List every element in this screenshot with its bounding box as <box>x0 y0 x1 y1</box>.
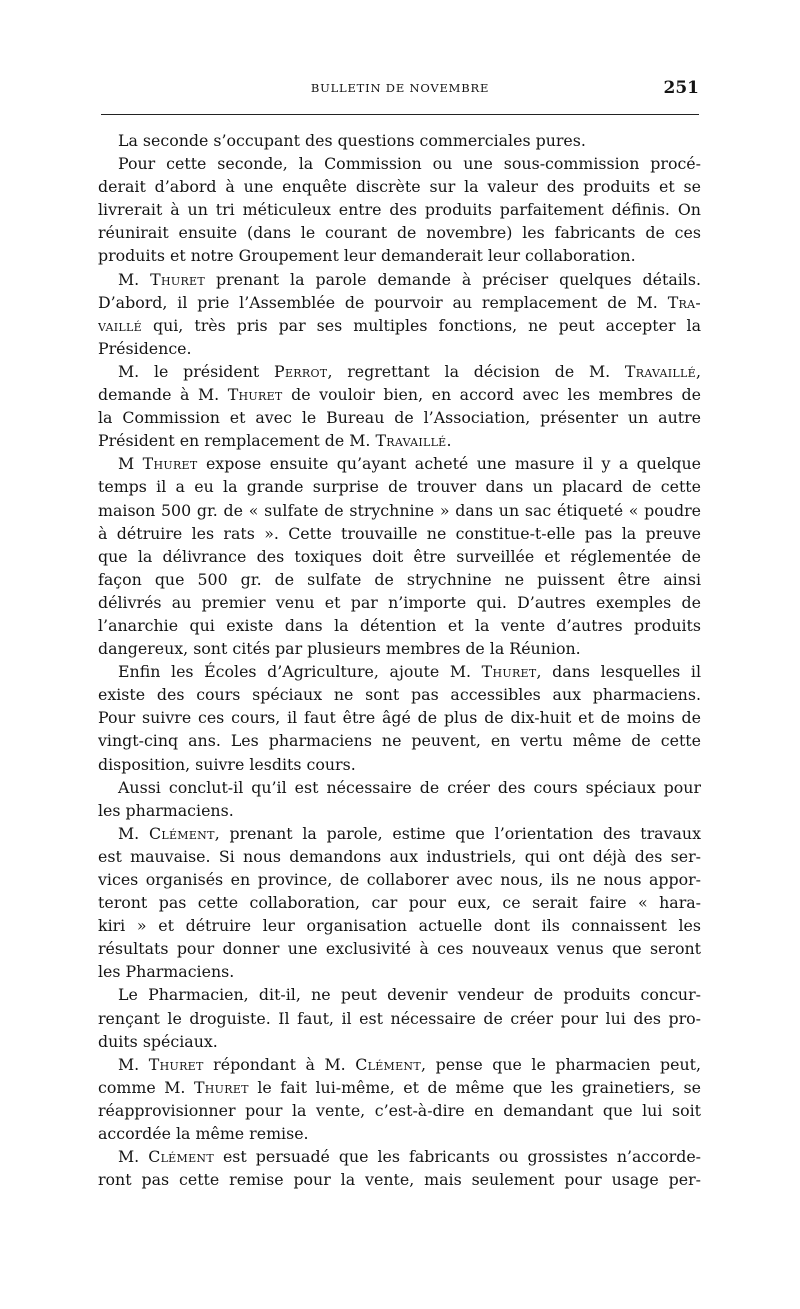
text-line: vices organisés en province, de collaborer avec nous, ils ne nous appor- <box>98 870 701 889</box>
text-line: dangereux, sont cités par plusieurs membres de la Réunion. <box>98 639 581 659</box>
text-line: La seconde s’occupant des questions commerciales pures. <box>118 131 586 150</box>
page-number: 251 <box>663 78 699 98</box>
text-line: M. Clément, prenant la parole, estime que l’orientation des travaux <box>118 823 701 843</box>
running-title: BULLETIN DE NOVEMBRE <box>310 81 490 95</box>
text-line: résultats pour donner une exclusivité à ces nouveaux venus que seront <box>98 939 701 959</box>
text-line: maison 500 gr. de « sulfate de strychnine » dans un sac étiqueté « poudre <box>98 500 701 520</box>
text-line: temps il a eu la grande surprise de trouver dans un placard de cette <box>98 477 701 497</box>
text-line: est mauvaise. Si nous demandons aux industriels, qui ont déjà des ser- <box>98 846 701 866</box>
text-line: Président en remplacement de M. Travaillé. <box>98 431 452 451</box>
text-line: M. Thuret répondant à M. Clément, pense que le pharmacien peut, <box>118 1054 701 1074</box>
text-line: duits spéciaux. <box>98 1031 218 1051</box>
text-line: produits et notre Groupement leur demanderait leur collaboration. <box>98 246 636 266</box>
text-line: M. Clément est persuadé que les fabricants ou grossistes n’accorde- <box>118 1147 701 1167</box>
text-line: D’abord, il prie l’Assemblée de pourvoir au remplacement de M. Tra- <box>98 292 701 312</box>
text-line: délivrés au premier venu et par n’importe qui. D’autres exemples de <box>98 592 701 612</box>
text-line: l’anarchie qui existe dans la détention et la vente d’autres produits <box>98 615 701 635</box>
text-line: rençant le droguiste. Il faut, il est nécessaire de créer pour lui des pro- <box>98 1008 701 1028</box>
text-line: derait d’abord à une enquête discrète sur la valeur des produits et se <box>98 177 701 197</box>
text-line: à détruire les rats ». Cette trouvaille ne constitue-t-elle pas la preuve <box>98 523 701 543</box>
text-line: façon que 500 gr. de sulfate de strychnine ne puissent être ainsi <box>98 569 701 589</box>
header-rule <box>101 114 699 115</box>
text-line: M. Thuret prenant la parole demande à préciser quelques détails. <box>118 269 701 289</box>
body-text <box>98 129 701 1191</box>
text-line: disposition, suivre lesdits cours. <box>98 754 356 774</box>
page-header <box>101 78 699 100</box>
text-line: que la délivrance des toxiques doit être surveillée et réglementée de <box>98 546 701 566</box>
text-line: réunirait ensuite (dans le courant de novembre) les fabricants de ces <box>98 223 701 243</box>
text-line: demande à M. Thuret de vouloir bien, en accord avec les membres de <box>98 385 701 405</box>
text-line: Pour suivre ces cours, il faut être âgé de plus de dix-huit et de moins de <box>98 708 701 728</box>
text-line: Le Pharmacien, dit-il, ne peut devenir vendeur de produits concur- <box>118 985 701 1005</box>
text-line: Pour cette seconde, la Commission ou une sous-commission procé- <box>118 154 701 174</box>
text-line: comme M. Thuret le fait lui-même, et de même que les grainetiers, se <box>98 1077 701 1097</box>
text-line: kiri » et détruire leur organisation actuelle dont ils connaissent les <box>98 916 701 936</box>
text-line: M Thuret expose ensuite qu’ayant acheté une masure il y a quelque <box>118 454 701 474</box>
text-line: vaillé qui, très pris par ses multiples fonctions, ne peut accepter la <box>98 315 701 335</box>
text-line: M. le président Perrot, regrettant la décision de M. Travaillé, <box>118 361 701 381</box>
text-line: les Pharmaciens. <box>98 962 235 982</box>
text-line: Aussi conclut-il qu’il est nécessaire de créer des cours spéciaux pour <box>118 777 701 797</box>
text-line: teront pas cette collaboration, car pour eux, ce serait faire « hara- <box>98 893 701 913</box>
text-line: Présidence. <box>98 338 192 358</box>
text-line: existe des cours spéciaux ne sont pas accessibles aux pharmaciens. <box>98 685 701 705</box>
text-line: vingt-cinq ans. Les pharmaciens ne peuvent, en vertu même de cette <box>98 731 701 751</box>
text-line: accordée la même remise. <box>98 1124 309 1144</box>
text-line: réapprovisionner pour la vente, c’est-à-dire en demandant que lui soit <box>98 1100 701 1120</box>
text-line: Enfin les Écoles d’Agriculture, ajoute M. Thuret, dans lesquelles il <box>118 662 701 682</box>
text-line: les pharmaciens. <box>98 800 234 820</box>
text-line: la Commission et avec le Bureau de l’Association, présenter un autre <box>98 408 701 428</box>
text-line: livrerait à un tri méticuleux entre des produits parfaitement définis. On <box>98 200 701 220</box>
text-line: ront pas cette remise pour la vente, mais seulement pour usage per- <box>98 1170 701 1190</box>
